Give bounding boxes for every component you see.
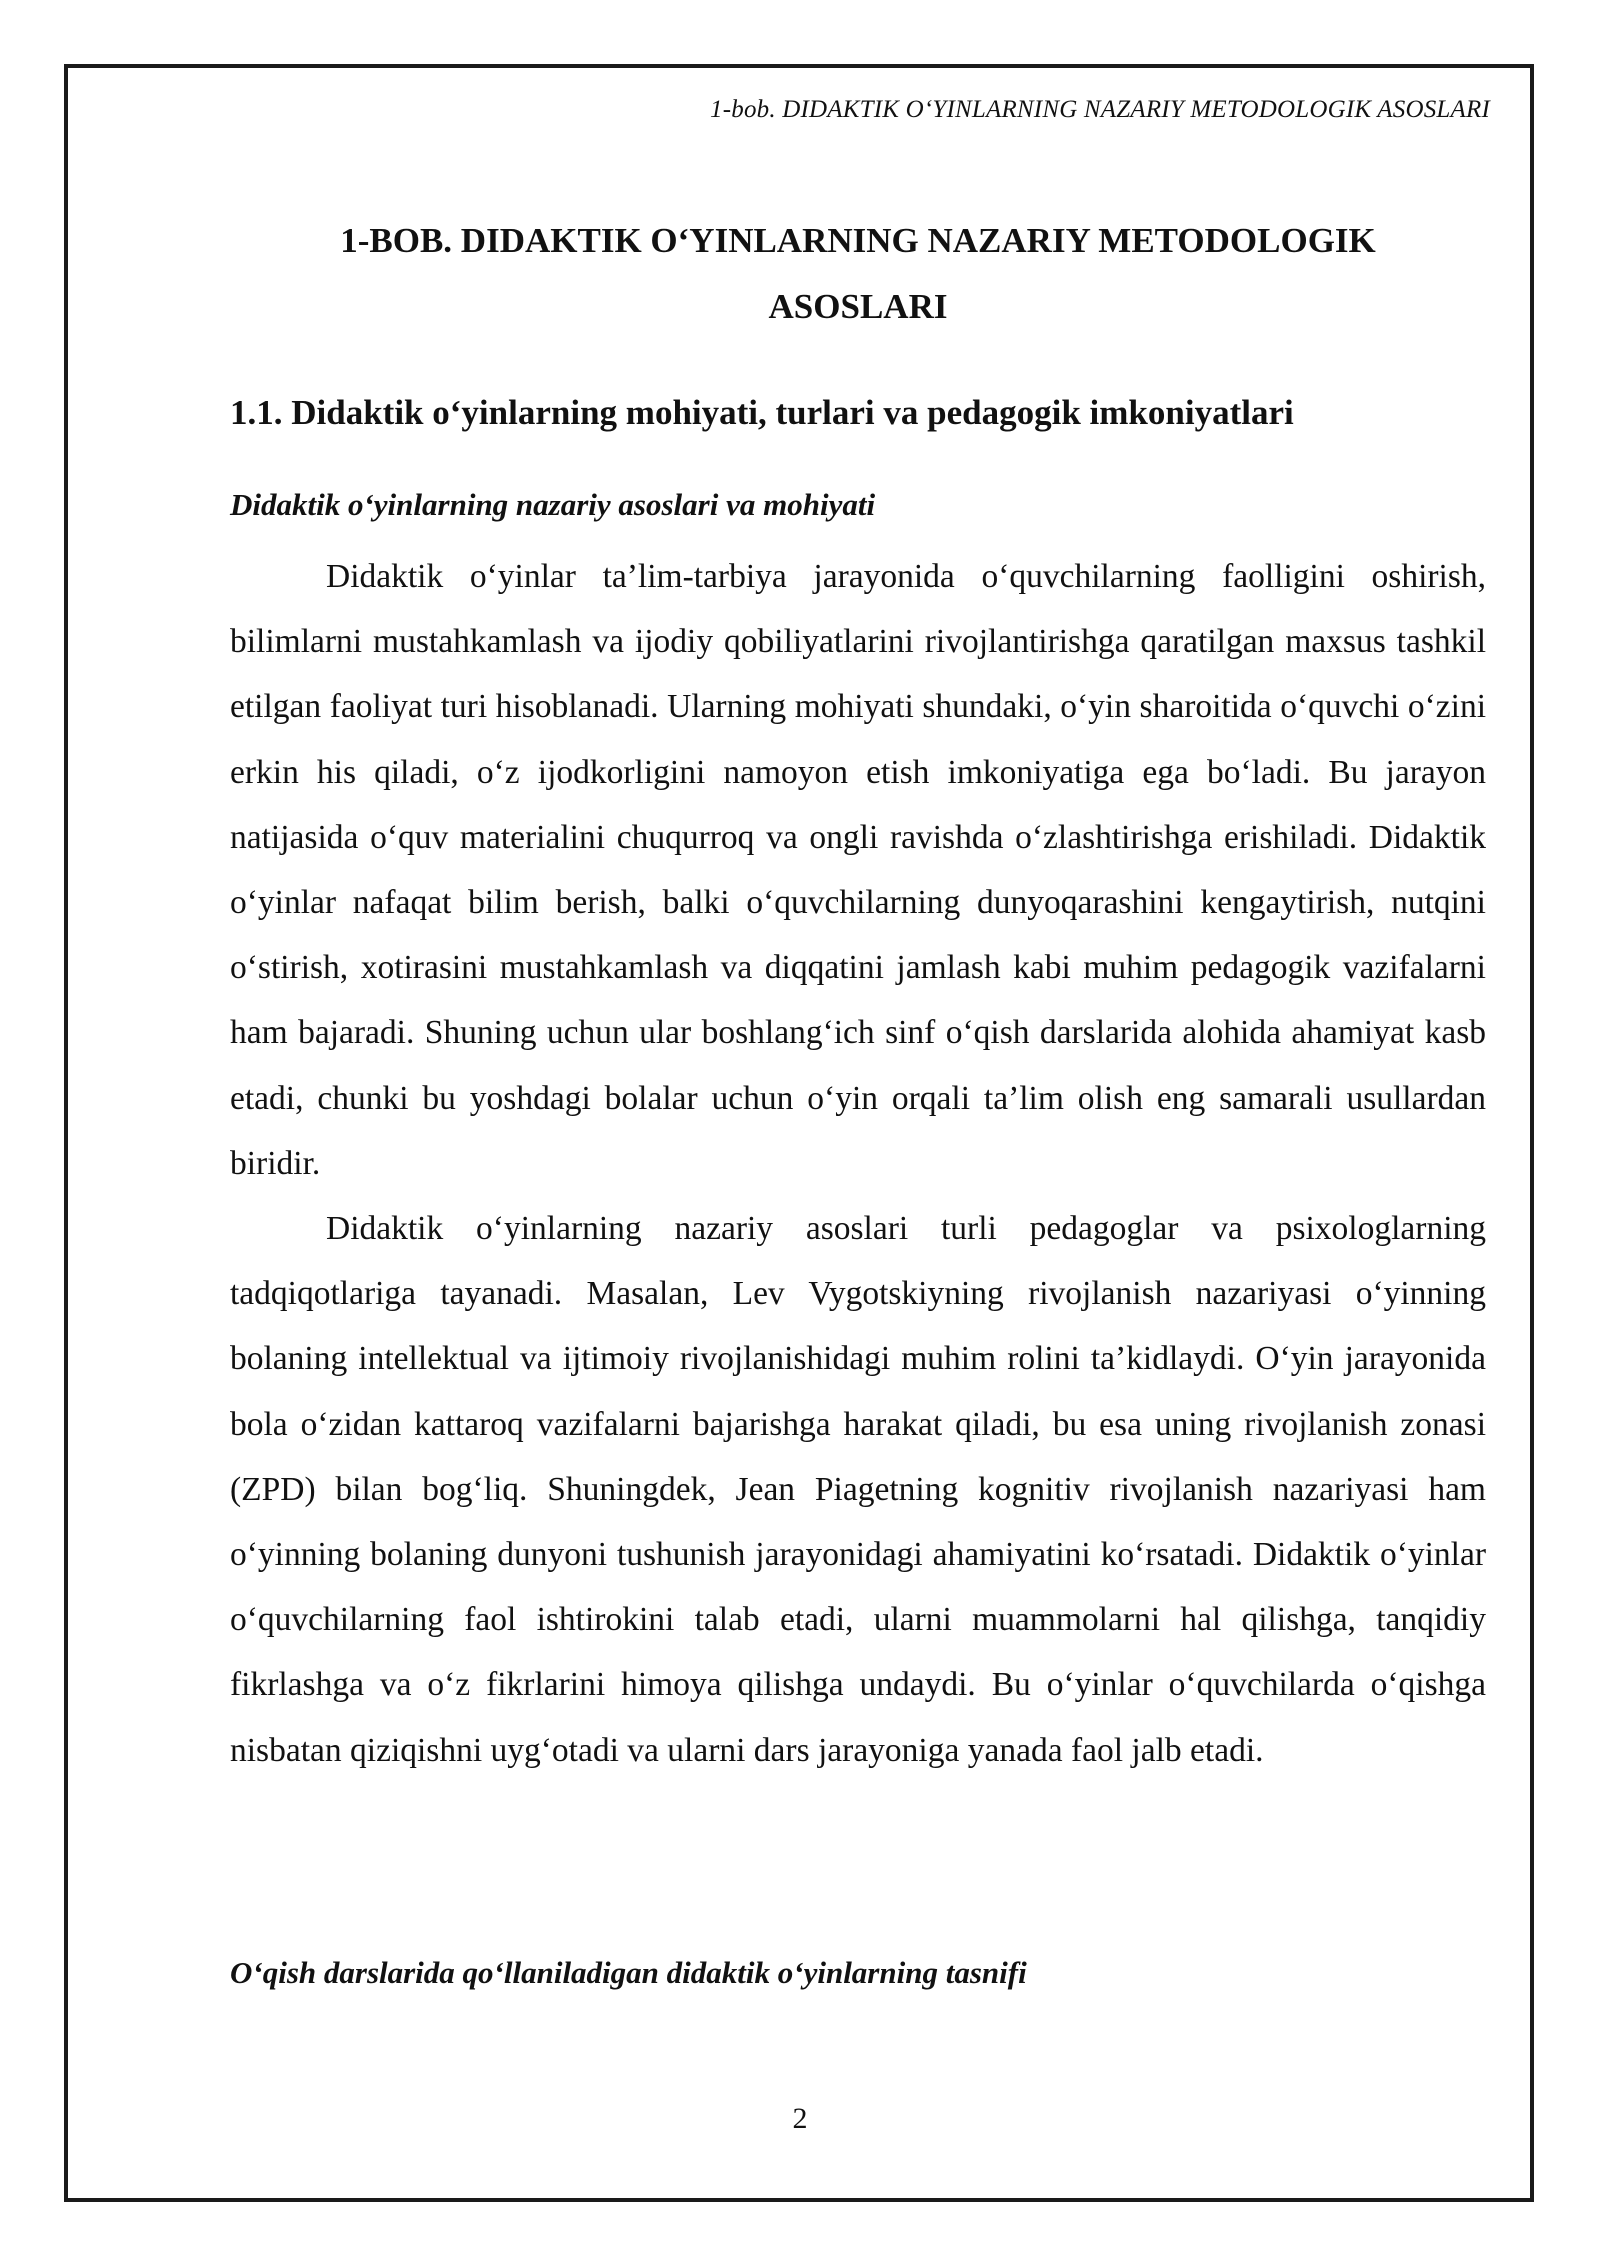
subsection-title-classification: O‘qish darslarida qo‘llaniladigan didaktik o‘yinlarning tasnifi [230, 1955, 1027, 1990]
body-text [230, 544, 1486, 1783]
section-title: 1.1. Didaktik o‘yinlarning mohiyati, turlari va pedagogik imkoniyatlari [230, 393, 1294, 432]
subsection-title: Didaktik o‘yinlarning nazariy asoslari va mohiyati [230, 487, 876, 522]
chapter-title [230, 208, 1486, 340]
running-header: 1-bob. DIDAKTIK O‘YINLARNING NAZARIY METODOLOGIK ASOSLARI [710, 96, 1490, 123]
page-number: 2 [792, 2102, 808, 2135]
paragraph: Didaktik o‘yinlarning nazariy asoslari turli pedagoglar va psixologlarning tadqiqotlariga tayanadi. Masalan, Lev Vygotskiyning rivojlanish nazariyasi o‘yinning bolaning intellektual va ijtimoiy rivojlanishidagi muhim rolini ta’kidlaydi. O‘yin jarayonida bola o‘zidan kattaroq vazifalarni bajarishga harakat qiladi, bu esa uning rivojlanish zonasi (ZPD) bilan bog‘liq. Shuningdek, Jean Piagetning kognitiv rivojlanish nazariyasi ham o‘yinning bolaning dunyoni tushunish jarayonidagi ahamiyatini ko‘rsatadi. Didaktik o‘yinlar o‘quvchilarning faol ishtirokini talab etadi, ularni muammolarni hal qilishga, tanqidiy fikrlashga va o‘z fikrlarini himoya qilishga undaydi. Bu o‘yinlar o‘quvchilarda o‘qishga nisbatan qiziqishni uyg‘otadi va ularni dars jarayoniga yanada faol jalb etadi. [230, 1210, 1486, 1769]
chapter-title-line-2: ASOSLARI [768, 287, 948, 326]
chapter-title-line-1: 1-BOB. DIDAKTIK O‘YINLARNING NAZARIY METODOLOGIK [340, 221, 1376, 260]
paragraph: Didaktik o‘yinlar ta’lim-tarbiya jarayonida o‘quvchilarning faolligini oshirish, bilimlarni mustahkamlash va ijodiy qobiliyatlarini rivojlantirishga qaratilgan maxsus tashkil etilgan faoliyat turi hisoblanadi. Ularning mohiyati shundaki, o‘yin sharoitida o‘quvchi o‘zini erkin his qiladi, o‘z ijodkorligini namoyon etish imkoniyatiga ega bo‘ladi. Bu jarayon natijasida o‘quv materialini chuqurroq va ongli ravishda o‘zlashtirishga erishiladi. Didaktik o‘yinlar nafaqat bilim berish, balki o‘quvchilarning dunyoqarashini kengaytirish, nutqini o‘stirish, xotirasini mustahkamlash va diqqatini jamlash kabi muhim pedagogik vazifalarni ham bajaradi. Shuning uchun ular boshlang‘ich sinf o‘qish darslarida alohida ahamiyat kasb etadi, chunki bu yoshdagi bolalar uchun o‘yin orqali ta’lim olish eng samarali usullardan biridir. [230, 558, 1486, 1182]
